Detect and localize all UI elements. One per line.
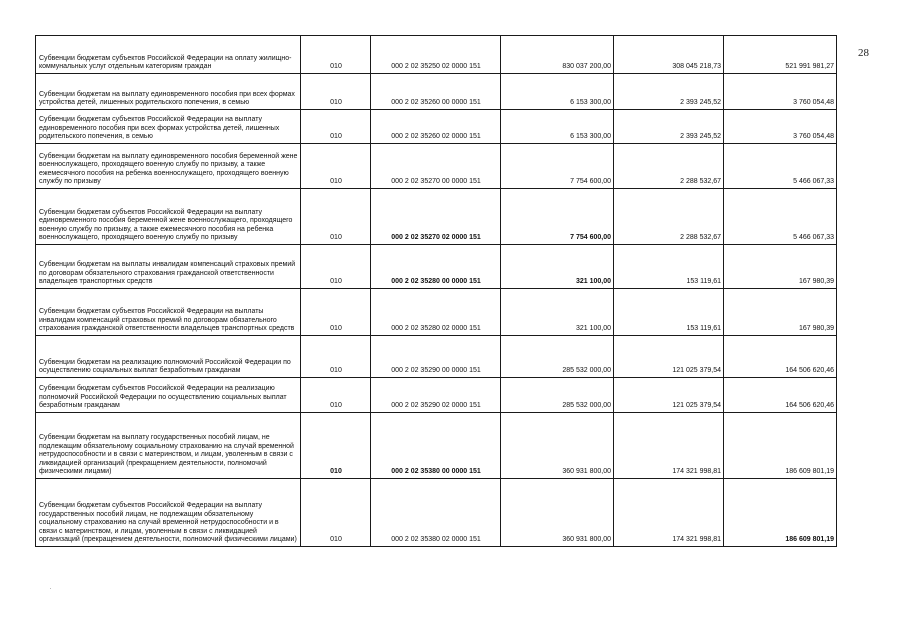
row-unexecuted: 521 991 981,27	[724, 36, 837, 74]
row-approved: 360 931 800,00	[501, 413, 614, 479]
row-code: 010	[301, 36, 371, 74]
row-unexecuted: 3 760 054,48	[724, 74, 837, 110]
row-approved: 830 037 200,00	[501, 36, 614, 74]
row-budget-code: 000 2 02 35280 02 0000 151	[371, 289, 501, 336]
table-row	[36, 336, 837, 378]
row-name: Субвенции бюджетам на выплату единовременного пособия беременной жене военнослужащего, проходящего военную службу по призыву, а также ежемесячного пособия на ребенка военнослужащего, проходящего военную службу по призыву	[36, 144, 301, 189]
table-row	[36, 479, 837, 547]
row-executed: 174 321 998,81	[614, 413, 724, 479]
budget-execution-table	[35, 35, 837, 547]
row-unexecuted: 167 980,39	[724, 245, 837, 289]
row-code: 010	[301, 336, 371, 378]
row-name: Субвенции бюджетам субъектов Российской Федерации на оплату жилищно-коммунальных услуг отдельным категориям граждан	[36, 36, 301, 74]
row-approved: 7 754 600,00	[501, 189, 614, 245]
row-name: Субвенции бюджетам на выплату государственных пособий лицам, не подлежащим обязательному социальному страхованию на случай временной нетрудоспособности и в связи с материнством, и лицам, уволенным в связи с ликвидацией организаций (прекращением деятельности, полномочий физическими лицами)	[36, 413, 301, 479]
row-name: Субвенции бюджетам субъектов Российской Федерации на выплаты инвалидам компенсаций страховых премий по договорам обязательного страхования гражданской ответственности владельцев транспортных средств	[36, 289, 301, 336]
row-executed: 153 119,61	[614, 289, 724, 336]
row-unexecuted: 164 506 620,46	[724, 378, 837, 413]
row-code: 010	[301, 479, 371, 547]
row-approved: 7 754 600,00	[501, 144, 614, 189]
table-row	[36, 110, 837, 144]
row-code: 010	[301, 245, 371, 289]
table-row	[36, 245, 837, 289]
row-budget-code: 000 2 02 35280 00 0000 151	[371, 245, 501, 289]
row-approved: 285 532 000,00	[501, 336, 614, 378]
table-row	[36, 144, 837, 189]
row-budget-code: 000 2 02 35380 02 0000 151	[371, 479, 501, 547]
row-executed: 153 119,61	[614, 245, 724, 289]
row-unexecuted: 5 466 067,33	[724, 144, 837, 189]
table-row	[36, 378, 837, 413]
row-budget-code: 000 2 02 35250 02 0000 151	[371, 36, 501, 74]
row-name: Субвенции бюджетам субъектов Российской Федерации на выплату единовременного пособия при всех формах устройства детей, лишенных родительского попечения, в семью	[36, 110, 301, 144]
row-unexecuted: 164 506 620,46	[724, 336, 837, 378]
row-executed: 2 288 532,67	[614, 189, 724, 245]
row-approved: 321 100,00	[501, 289, 614, 336]
table-row	[36, 289, 837, 336]
row-code: 010	[301, 289, 371, 336]
row-code: 010	[301, 378, 371, 413]
row-executed: 308 045 218,73	[614, 36, 724, 74]
row-approved: 6 153 300,00	[501, 74, 614, 110]
table-row	[36, 189, 837, 245]
row-approved: 360 931 800,00	[501, 479, 614, 547]
row-name: Субвенции бюджетам субъектов Российской Федерации на выплату единовременного пособия беременной жене военнослужащего, проходящего военную службу по призыву, а также ежемесячного пособия на ребенка военнослужащего, проходящего военную службу по призыву	[36, 189, 301, 245]
row-executed: 121 025 379,54	[614, 336, 724, 378]
row-name: Субвенции бюджетам на реализацию полномочий Российской Федерации по осуществлению социальных выплат безработным гражданам	[36, 336, 301, 378]
row-executed: 2 393 245,52	[614, 74, 724, 110]
row-approved: 285 532 000,00	[501, 378, 614, 413]
row-name: Субвенции бюджетам на выплаты инвалидам компенсаций страховых премий по договорам обязательного страхования гражданской ответственности владельцев транспортных средств	[36, 245, 301, 289]
row-approved: 6 153 300,00	[501, 110, 614, 144]
row-budget-code: 000 2 02 35260 00 0000 151	[371, 74, 501, 110]
row-name: Субвенции бюджетам на выплату единовременного пособия при всех формах устройства детей, лишенных родительского попечения, в семью	[36, 74, 301, 110]
row-budget-code: 000 2 02 35260 02 0000 151	[371, 110, 501, 144]
table-row	[36, 74, 837, 110]
row-code: 010	[301, 189, 371, 245]
row-code: 010	[301, 110, 371, 144]
table-row	[36, 36, 837, 74]
row-unexecuted: 186 609 801,19	[724, 479, 837, 547]
row-budget-code: 000 2 02 35380 00 0000 151	[371, 413, 501, 479]
row-executed: 174 321 998,81	[614, 479, 724, 547]
row-budget-code: 000 2 02 35270 00 0000 151	[371, 144, 501, 189]
row-code: 010	[301, 144, 371, 189]
row-code: 010	[301, 413, 371, 479]
row-name: Субвенции бюджетам субъектов Российской Федерации на реализацию полномочий Российской Федерации по осуществлению социальных выплат безработным гражданам	[36, 378, 301, 413]
row-unexecuted: 3 760 054,48	[724, 110, 837, 144]
scan-speck	[50, 588, 51, 589]
row-unexecuted: 5 466 067,33	[724, 189, 837, 245]
row-name: Субвенции бюджетам субъектов Российской Федерации на выплату государственных пособий лицам, не подлежащим обязательному социальному страхованию на случай временной нетрудоспособности и в связи с материнством, и лицам, уволенным в связи с ликвидацией организаций (прекращением деятельности, полномочий физическими лицами)	[36, 479, 301, 547]
row-executed: 2 393 245,52	[614, 110, 724, 144]
row-code: 010	[301, 74, 371, 110]
row-unexecuted: 186 609 801,19	[724, 413, 837, 479]
row-executed: 121 025 379,54	[614, 378, 724, 413]
row-budget-code: 000 2 02 35290 02 0000 151	[371, 378, 501, 413]
row-budget-code: 000 2 02 35290 00 0000 151	[371, 336, 501, 378]
row-approved: 321 100,00	[501, 245, 614, 289]
table-row	[36, 413, 837, 479]
row-executed: 2 288 532,67	[614, 144, 724, 189]
row-budget-code: 000 2 02 35270 02 0000 151	[371, 189, 501, 245]
row-unexecuted: 167 980,39	[724, 289, 837, 336]
page-number: 28	[858, 47, 869, 59]
